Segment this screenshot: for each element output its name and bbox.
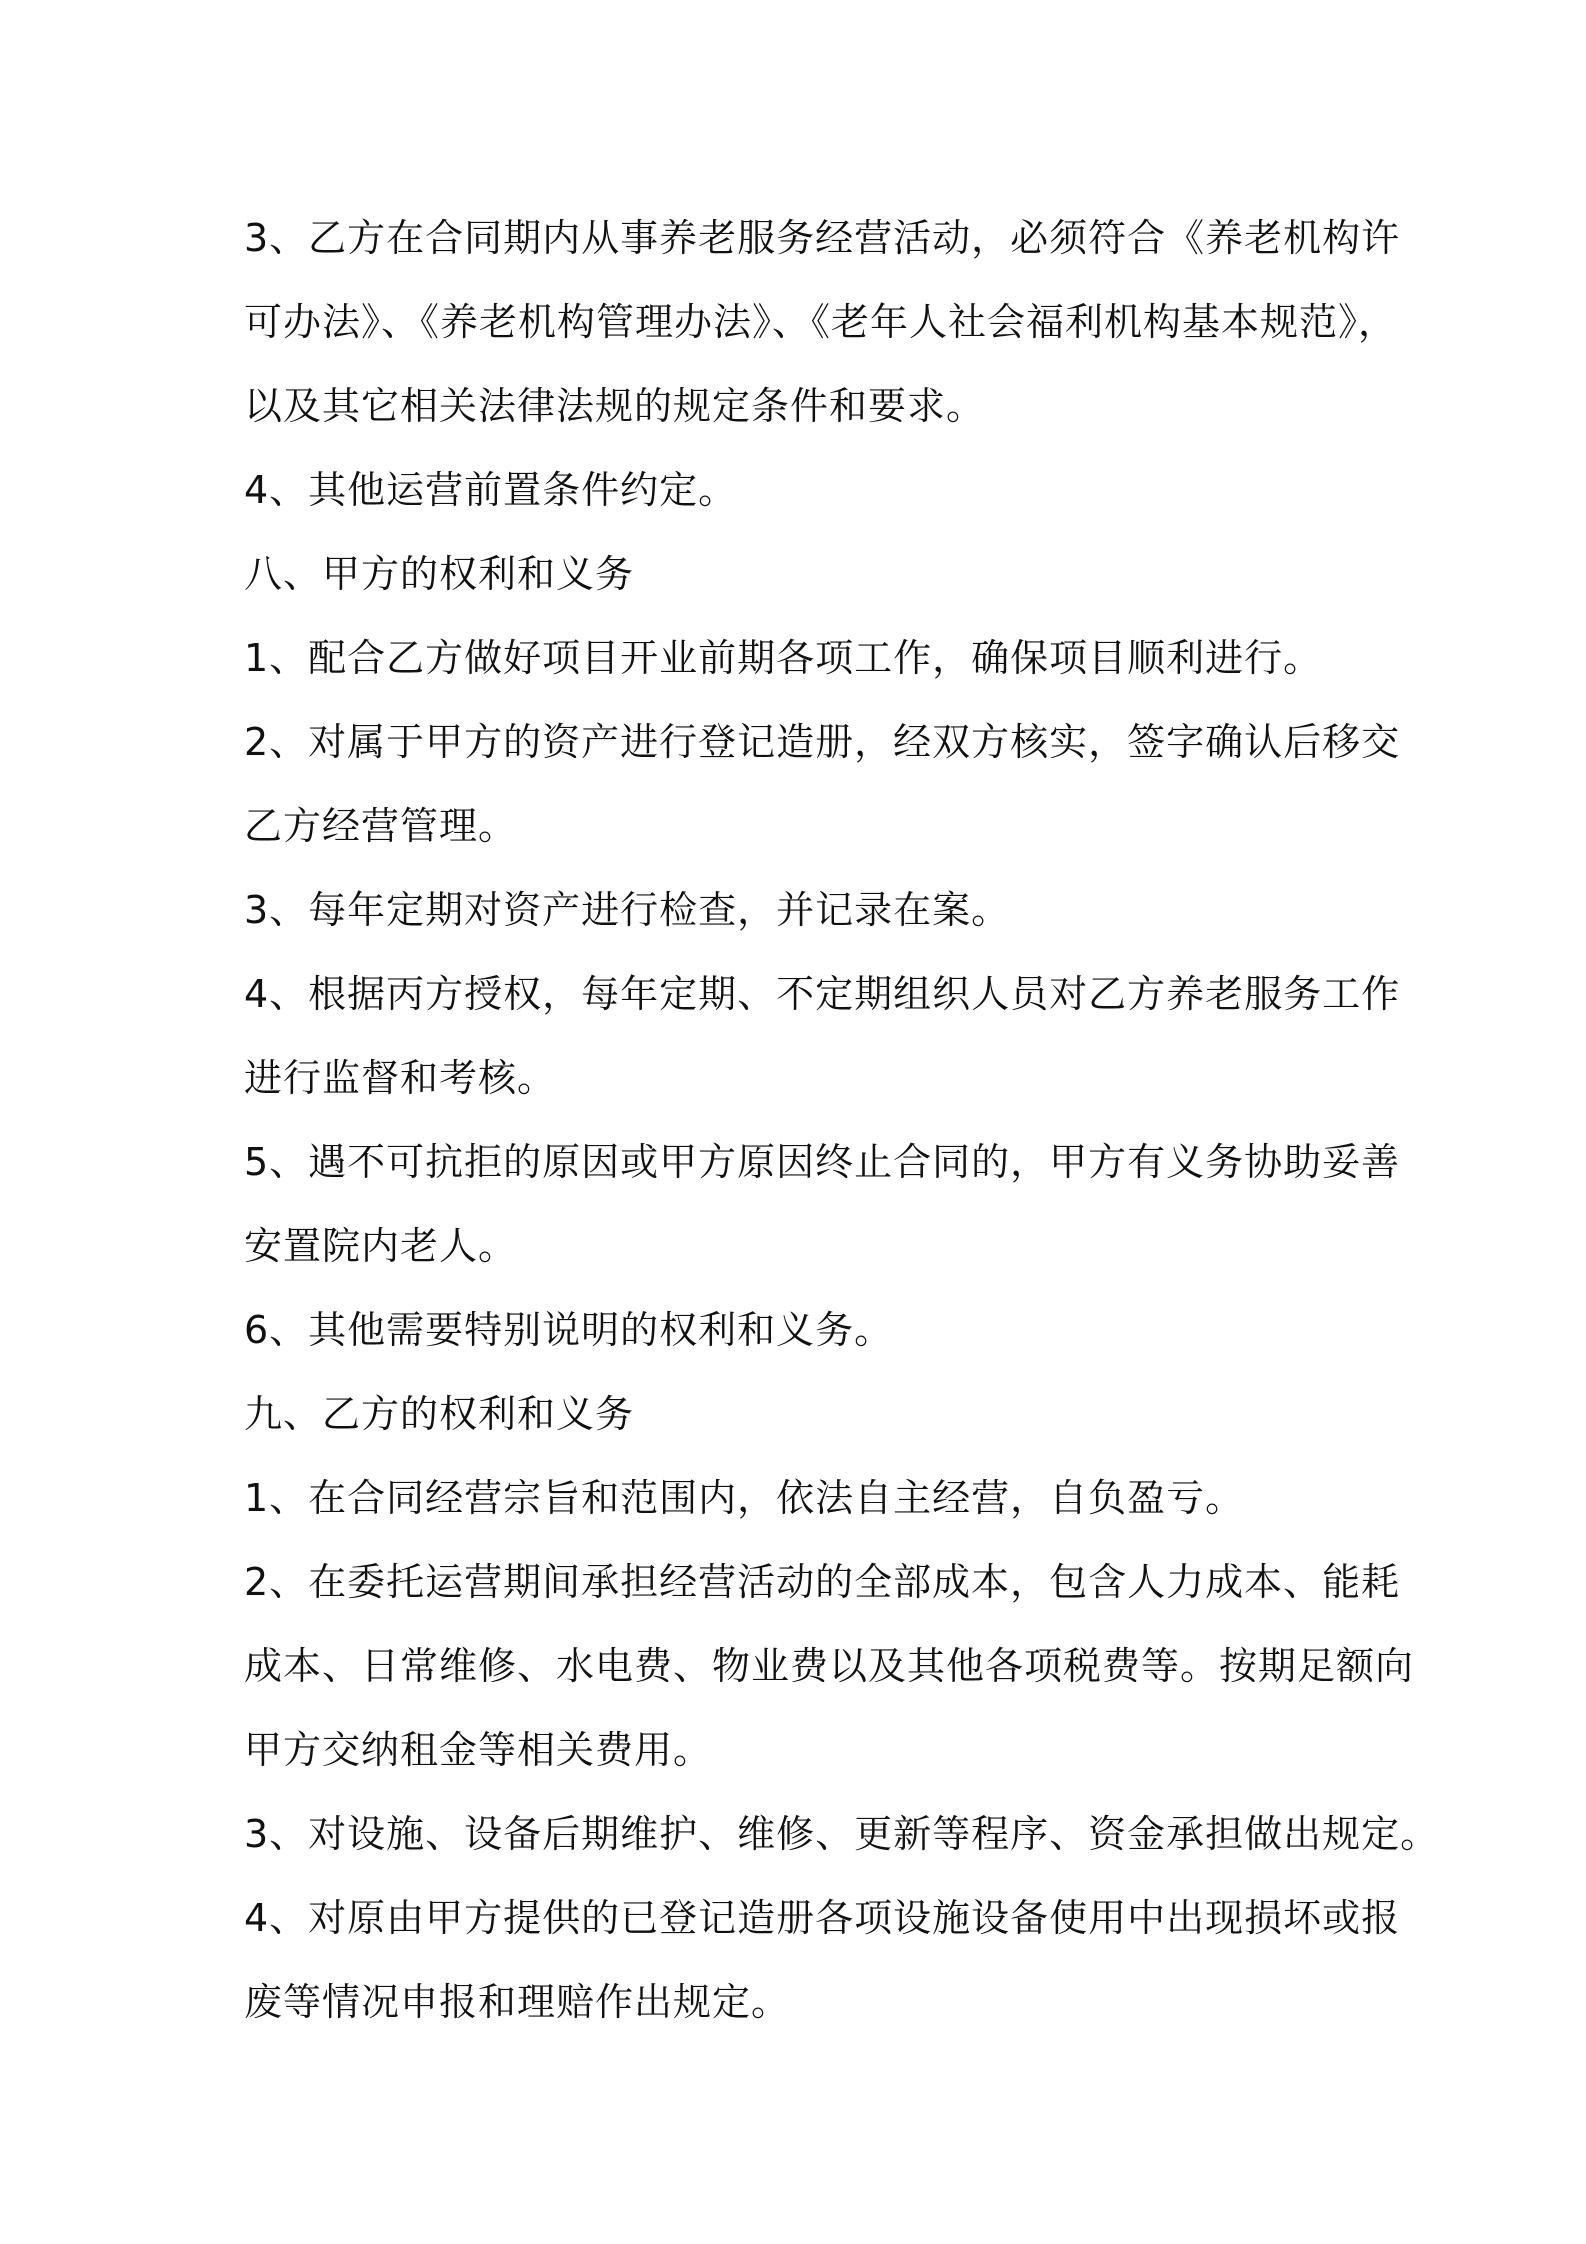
clause-7-3-line-3: 以及其它相关法律法规的规定条件和要求。: [244, 384, 986, 428]
clause-8-2-line-1: 2、对属于甲方的资产进行登记造册，经双方核实，签字确认后移交: [244, 720, 1401, 764]
clause-9-4-line-1: 4、对原由甲方提供的已登记造册各项设施设备使用中出现损坏或报: [244, 1896, 1401, 1940]
clause-8-1: 1、配合乙方做好项目开业前期各项工作，确保项目顺利进行。: [244, 636, 1323, 680]
clause-7-3-line-2: 可办法》、《养老机构管理办法》、《老年人社会福利机构基本规范》，: [244, 300, 1398, 344]
clause-8-5-line-1: 5、遇不可抗拒的原因或甲方原因终止合同的，甲方有义务协助妥善: [244, 1140, 1401, 1184]
clause-8-2-line-2: 乙方经营管理。: [244, 804, 518, 848]
document-body: [244, 196, 1440, 2044]
section-heading-8: 八、甲方的权利和义务: [244, 552, 635, 596]
clause-8-4-line-2: 进行监督和考核。: [244, 1056, 557, 1100]
clause-9-2-line-2: 成本、日常维修、水电费、物业费以及其他各项税费等。按期足额向: [244, 1644, 1415, 1688]
clause-9-2-line-3: 甲方交纳租金等相关费用。: [244, 1728, 713, 1772]
clause-8-6: 6、其他需要特别说明的权利和义务。: [244, 1308, 894, 1352]
clause-8-5-line-2: 安置院内老人。: [244, 1224, 518, 1268]
section-heading-9: 九、乙方的权利和义务: [244, 1392, 635, 1436]
clause-8-4-line-1: 4、根据丙方授权，每年定期、不定期组织人员对乙方养老服务工作: [244, 972, 1401, 1016]
clause-9-4-line-2: 废等情况申报和理赔作出规定。: [244, 1980, 791, 2024]
clause-7-4: 4、其他运营前置条件约定。: [244, 468, 738, 512]
clause-9-1: 1、在合同经营宗旨和范围内，依法自主经营，自负盈亏。: [244, 1476, 1245, 1520]
clause-8-3: 3、每年定期对资产进行检查，并记录在案。: [244, 888, 1011, 932]
clause-7-3-line-1: 3、乙方在合同期内从事养老服务经营活动，必须符合《养老机构许: [244, 216, 1401, 260]
clause-9-2-line-1: 2、在委托运营期间承担经营活动的全部成本，包含人力成本、能耗: [244, 1560, 1401, 1604]
clause-9-3: 3、对设施、设备后期维护、维修、更新等程序、资金承担做出规定。: [244, 1812, 1440, 1856]
